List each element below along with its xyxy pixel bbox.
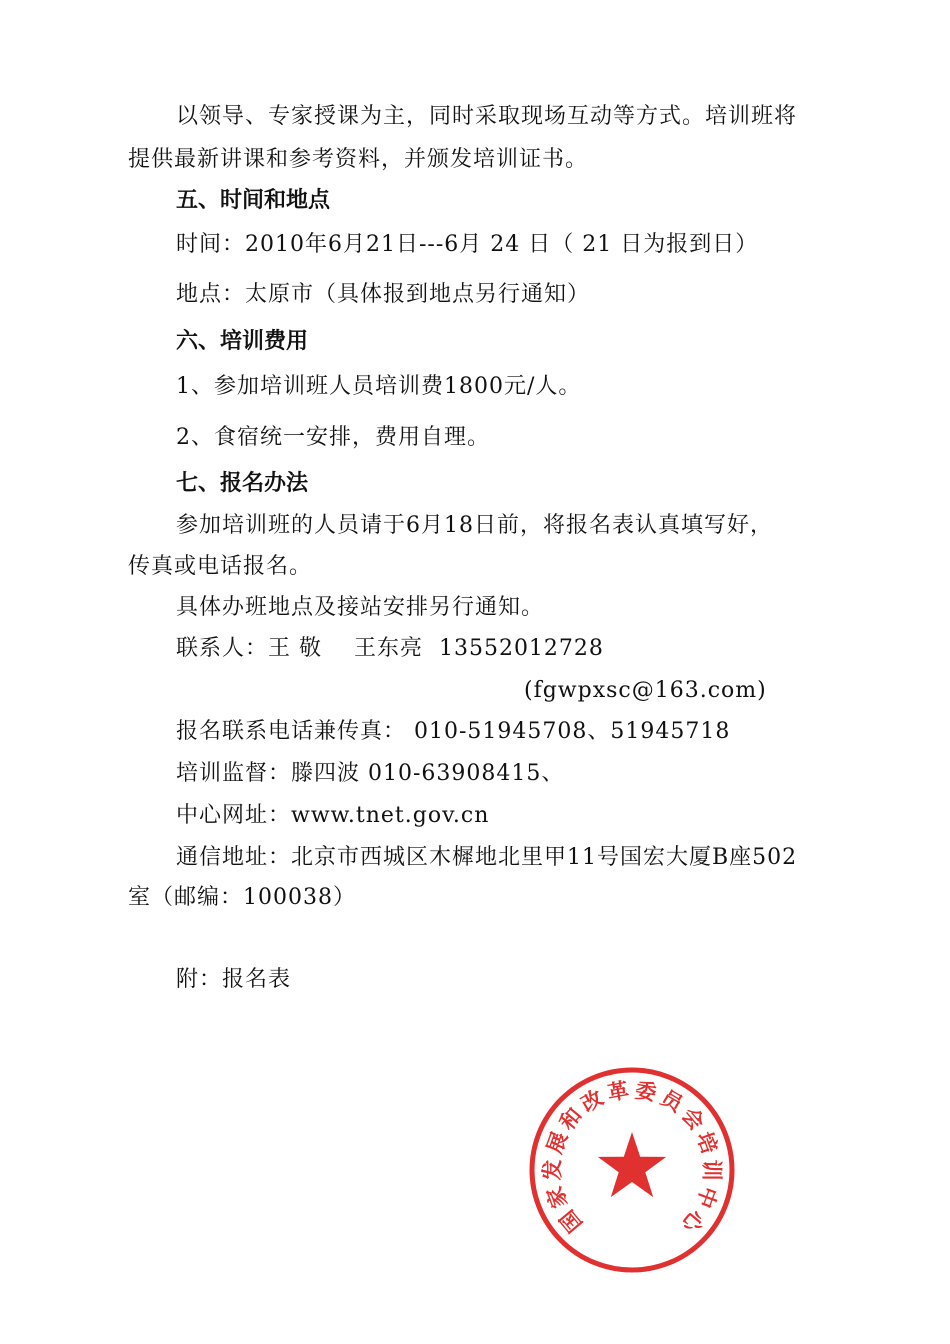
seal-char: 改 — [576, 1084, 608, 1117]
registration-line: 传真或电话报名。 — [128, 554, 313, 579]
seal-char: 训 — [699, 1159, 725, 1181]
place-line: 地点：太原市（具体报到地点另行通知） — [176, 282, 591, 307]
email-line: (fgwpxsc@163.com) — [524, 678, 767, 703]
registration-line: 参加培训班的人员请于6月18日前，将报名表认真填写好， — [176, 513, 773, 538]
registration-line: 具体办班地点及接站安排另行通知。 — [176, 595, 545, 620]
seal-char: 国 — [554, 1205, 588, 1238]
seal-char: 革 — [605, 1077, 631, 1106]
section-heading-time-place: 五、时间和地点 — [176, 188, 331, 213]
fee-item: 1、参加培训班人员培训费1800元/人。 — [176, 374, 582, 399]
seal-char: 心 — [676, 1205, 710, 1238]
seal-star-icon — [598, 1132, 666, 1197]
phone-fax-line: 报名联系电话兼传真： 010-51945708、51945718 — [176, 719, 731, 744]
address-line: 室（邮编：100038） — [128, 885, 356, 910]
seal-char: 培 — [691, 1128, 723, 1157]
seal-char: 中 — [691, 1183, 723, 1212]
time-line: 时间：2010年6月21日---6月 24 日（ 21 日为报到日） — [176, 232, 759, 257]
seal-char: 员 — [656, 1084, 688, 1117]
seal-char: 委 — [633, 1077, 659, 1106]
seal-char: 和 — [554, 1102, 588, 1135]
paragraph-line: 提供最新讲课和参考资料，并颁发培训证书。 — [128, 147, 589, 172]
attachment-note: 附：报名表 — [176, 967, 292, 992]
fee-item: 2、食宿统一安排，费用自理。 — [176, 425, 490, 450]
contact-line: 联系人：王 敬 王东亮 13552012728 — [176, 636, 604, 661]
official-seal — [526, 1064, 738, 1276]
section-heading-registration: 七、报名办法 — [176, 471, 309, 496]
paragraph-line: 以领导、专家授课为主，同时采取现场互动等方式。培训班将 — [176, 104, 798, 129]
seal-char: 发 — [539, 1159, 565, 1181]
address-line: 通信地址：北京市西城区木樨地北里甲11号国宏大厦B座502 — [176, 845, 798, 870]
supervisor-line: 培训监督：滕四波 010-63908415、 — [176, 761, 565, 786]
section-heading-fees: 六、培训费用 — [176, 329, 309, 354]
website-line: 中心网址：www.tnet.gov.cn — [176, 803, 490, 828]
seal-char: 家 — [541, 1183, 573, 1212]
seal-char: 会 — [676, 1102, 710, 1135]
seal-char: 展 — [541, 1128, 573, 1157]
